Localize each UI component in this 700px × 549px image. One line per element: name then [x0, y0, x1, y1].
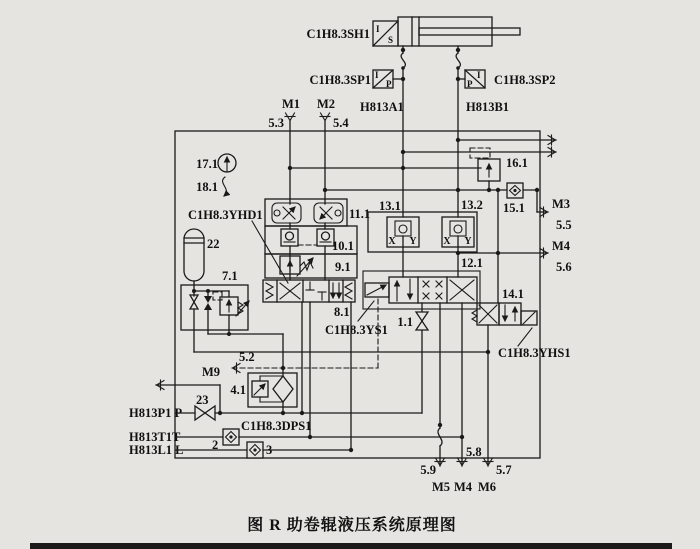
cartridge-b-port-y: Y — [464, 236, 472, 247]
label-dir-valve: 8.1 — [334, 305, 350, 319]
accumulator-safety-block — [181, 285, 283, 352]
test-point-m5-tag: 5.9 — [420, 463, 436, 477]
figure-title: 图 R 助卷辊液压系统原理图 — [247, 517, 457, 534]
test-point-m2-tag: 5.4 — [333, 116, 349, 130]
test-point-m4b — [454, 303, 482, 494]
test-point-m4-tag: 5.6 — [556, 260, 572, 274]
sensor-letter-i: I — [375, 70, 379, 80]
sensor-letter-s: S — [388, 35, 394, 45]
cartridge-valve-block — [368, 212, 477, 252]
label-port-p: H813P1 P — [129, 406, 183, 420]
cartridge-a-port-y: Y — [409, 236, 417, 247]
yhs1-leader-line — [518, 328, 532, 346]
label-port-l: H813L1 L — [129, 443, 184, 457]
sensor-letter-i: I — [477, 70, 481, 80]
test-point-m6 — [478, 352, 512, 494]
label-prop-valve: 12.1 — [461, 256, 483, 270]
label-position-sensor: C1H8.3SH1 — [306, 27, 370, 41]
label-reducing: 9.1 — [335, 260, 351, 274]
cartridge-a-port-x: X — [388, 236, 396, 247]
test-point-m3 — [537, 190, 572, 232]
label-prop-solenoid-tag: C1H8.3YS1 — [325, 323, 388, 337]
sensor-letter-i: I — [376, 24, 380, 34]
test-point-m3-tag: 5.5 — [556, 218, 572, 232]
check-valve-15-1 — [507, 183, 523, 198]
test-point-m6-tag: 5.7 — [496, 463, 512, 477]
label-throttle: 11.1 — [349, 207, 371, 221]
test-point-m4-label: M4 — [552, 239, 571, 253]
label-cartridge-b: 13.2 — [461, 198, 483, 212]
label-cartridge-a: 13.1 — [379, 199, 401, 213]
label-pressure-sensor-left: C1H8.3SP1 — [309, 73, 371, 87]
label-check-l: 3 — [266, 443, 273, 457]
label-line-b1: H813B1 — [466, 100, 510, 114]
test-point-m2-label: M2 — [316, 97, 336, 111]
test-point-m1 — [268, 97, 300, 204]
label-pilot-check: 10.1 — [332, 239, 354, 253]
label-check-t: 2 — [212, 438, 219, 452]
test-point-m9-label: M9 — [202, 365, 221, 379]
accumulator-icon — [184, 229, 204, 296]
label-manifold-tag: C1H8.3YHD1 — [188, 208, 263, 222]
label-sol-valve: 14.1 — [502, 287, 524, 301]
pressure-sensor-right-icon — [456, 70, 485, 89]
label-orifice: 1.1 — [397, 315, 413, 329]
label-filter: 4.1 — [230, 383, 246, 397]
sensor-letter-p: P — [386, 79, 392, 89]
label-check: 15.1 — [503, 201, 525, 215]
label-gauge: 17.1 — [196, 157, 218, 171]
label-relief: 16.1 — [506, 156, 528, 170]
label-pressure-sensor-right: C1H8.3SP2 — [494, 73, 556, 87]
test-point-m6-label: M6 — [477, 480, 497, 494]
test-point-m1-tag: 5.3 — [268, 116, 284, 130]
l-port-line — [129, 442, 353, 458]
orifice-1-1 — [416, 303, 428, 413]
cartridge-b-port-x: X — [443, 236, 451, 247]
test-point-m5-label: M5 — [431, 480, 451, 494]
relief-valve-16-1 — [470, 148, 500, 192]
test-point-m5 — [420, 303, 450, 494]
test-point-m4b-tag: 5.8 — [466, 445, 482, 459]
test-point-m3-label: M3 — [552, 197, 571, 211]
label-acc-block: 7.1 — [222, 269, 238, 283]
label-line-a1: H813A1 — [360, 100, 404, 114]
manifold-leader-line — [252, 221, 288, 283]
test-point-m2 — [317, 97, 349, 204]
page-bottom-rule — [30, 543, 672, 549]
test-point-m4b-label: M4 — [453, 480, 473, 494]
label-dp-switch-tag: C1H8.3DPS1 — [241, 419, 312, 433]
test-point-m9-tag: 5.2 — [239, 350, 255, 364]
label-port-t: H813T1T — [129, 430, 181, 444]
hydraulic-cylinder — [398, 17, 520, 46]
pressure-gauge-icon — [218, 154, 236, 172]
filter-block-4-1 — [248, 334, 297, 415]
directional-valve-8-1 — [263, 280, 355, 302]
test-point-m1-label: M1 — [281, 97, 301, 111]
label-accumulator: 22 — [207, 237, 220, 251]
pressure-sensor-left-icon — [373, 70, 405, 89]
label-shutoff: 23 — [196, 393, 209, 407]
sensor-letter-p: P — [467, 79, 473, 89]
ys1-leader-line — [358, 301, 374, 321]
label-hose: 18.1 — [196, 180, 218, 194]
label-solenoid-tag: C1H8.3YHS1 — [498, 346, 571, 360]
hose-icon — [223, 177, 227, 196]
position-sensor-icon — [373, 21, 398, 46]
system-boundary-frame — [175, 131, 540, 458]
